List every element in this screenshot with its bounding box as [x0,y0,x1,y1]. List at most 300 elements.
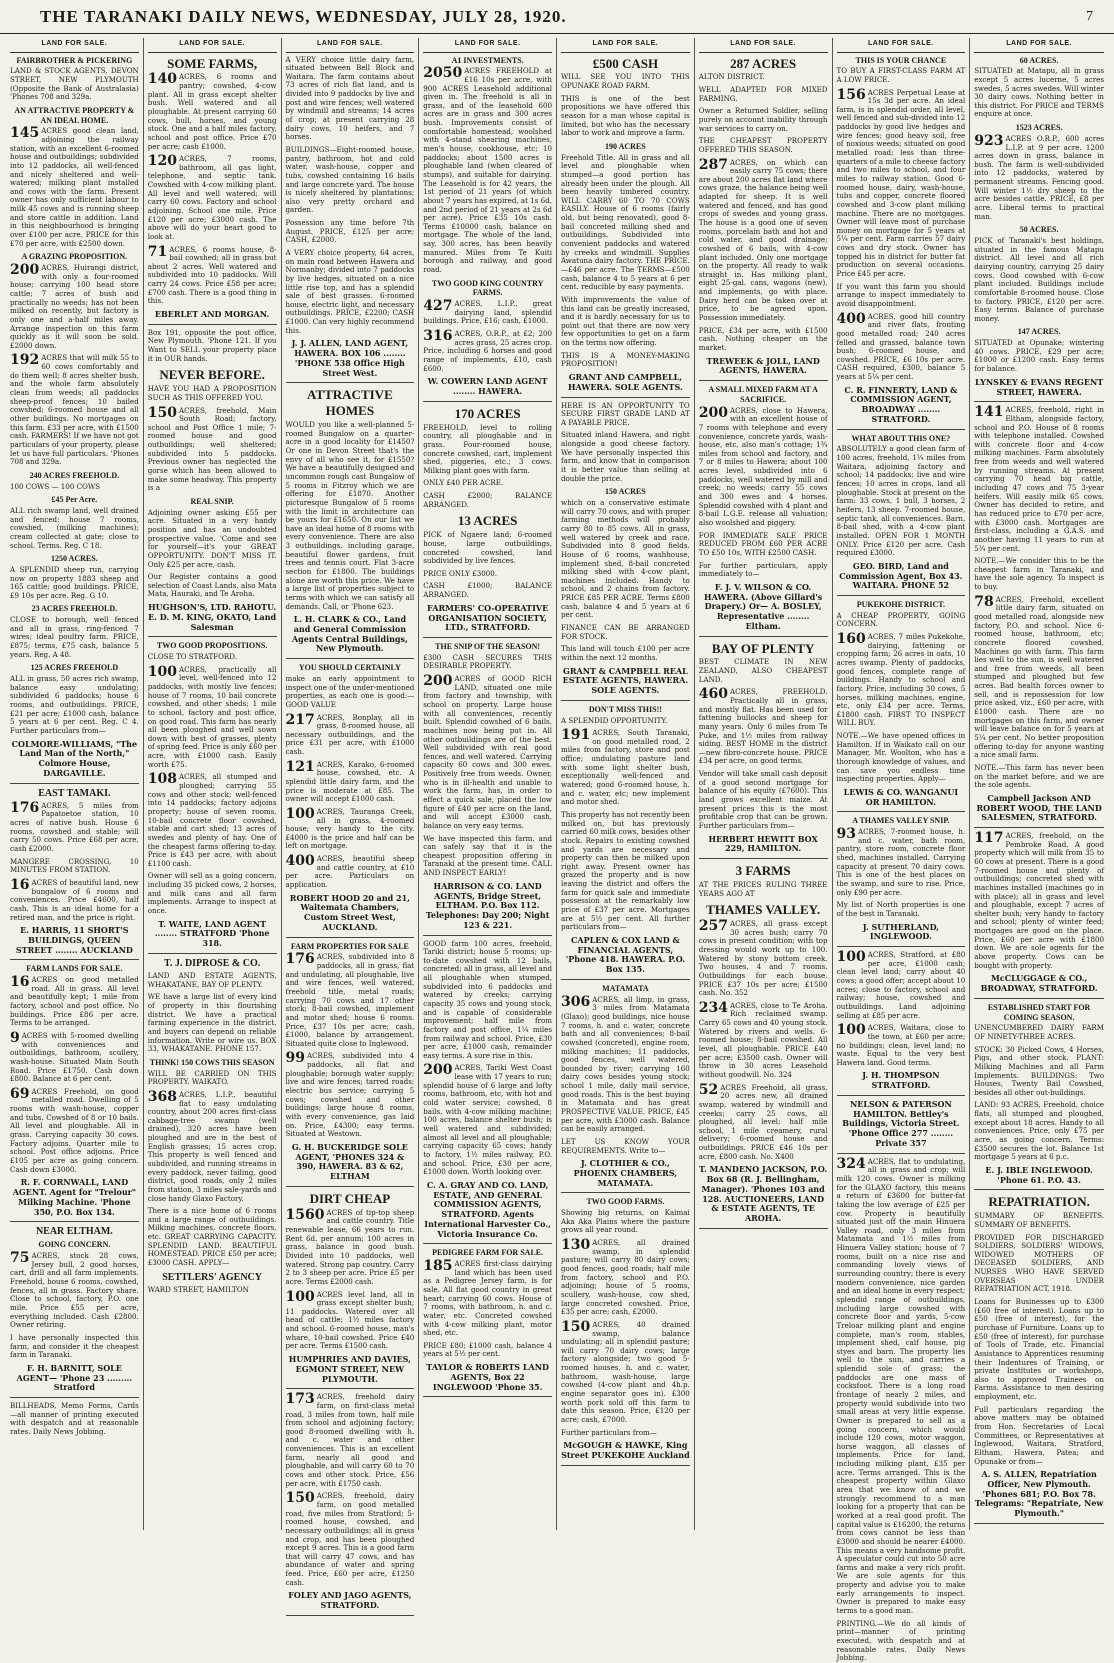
agent-signature: COLMORE-WILLIAMS, "The Land Man of the North," Colmore House, DARGAVILLE. [11,738,138,778]
acreage-number: 191 [561,727,591,744]
ad-body: ACRES, O.R.P., at £2; 200 acres grass, 25 acres crop. Price, including 6 horses and good range of implements, £10, cash £600. [423,329,552,373]
divider [286,1388,415,1389]
column-6 [695,38,833,1530]
ad-text [148,993,277,1053]
acreage-number: 156 [836,86,866,103]
ad-body: WELL ADAPTED FOR MIXED FARMING. [698,85,828,103]
divider [699,380,828,381]
ad-heading: A GRAZING PROPOSITION. [21,252,128,262]
section-label: LAND FOR SALE. [974,38,1104,53]
ad-heading: THINK! 150 COWS THIS SEASON [149,1057,275,1067]
agent-signature: LYNSKEY & EVANS REGENT STREET, HAWERA. [975,376,1104,397]
ad-text [423,531,552,566]
ad-text [286,1393,415,1488]
ad-heading: £500 CASH [592,55,659,71]
ad-text [10,483,139,492]
ad-body: AT THE PRICES RULING THREE YEARS AGO AT [698,879,828,898]
ad-heading: 1523 ACRES. [1015,123,1063,133]
agent-signature: FOLEY AND JAGO AGENTS, STRATFORD. [288,1590,412,1611]
ad-body: CASH £2000; BALANCE ARRANGED. [423,491,552,509]
ad-body: This land will touch £100 per acre within the next 12 months. [561,644,690,662]
ad-body: ALL rich swamp land, well drained and fenced; house 7 rooms, cowshed, (milking machines); cream collected at gate; close to school. Terms. Reg. C 18. [10,505,139,550]
ad-text [561,717,690,726]
ad-heading: 240 ACRES FREEHOLD. [29,470,120,480]
ad-text [561,1318,690,1425]
ad-text [561,296,690,348]
ad-body: ACRES O.R.P., 600 acres L.I.P. at 9 per acre. 1200 acres down in grass, balance in bush. The farm is well-subdivided into 12 paddocks, watered by permanent streams. Fencing good. Will winter 1½ dry sheep to the acre besides cattle. PRICE, £8 per acre. Liberal terms to practical man. [974,133,1104,221]
acreage-number: 324 [836,1155,866,1172]
ad-text [148,329,277,364]
divider [837,429,966,430]
ad-body: ACRES, all limp, in grass, 3 miles from Matamata (Glaxo); good buildings, nice house 7 rooms, h. and c. water, concrete bath and all conveniences; 8-bail cowshed (concreted), engine room, milking machines; 11 paddocks, good fences, well watered, bounded by river; carrying 160 dairy cows besides young stock; school 1 mile, daily mail service, good roads. This is the best buying in Matamata and has great PROSPECTIVE VALUE. PRICE, £45 per acre, with £3000 cash. Balance can be easily arranged. [561,994,690,1134]
ad-body: ACRES, Waitara, close to the town, at £60 per acre; no buildings; clean, level land; no waste. Equal to the very best Hawera land. Good terms. [836,1023,966,1067]
ad-text [148,653,277,662]
ad-text [148,1070,277,1087]
ad-heading: SETTLERS' AGENCY [162,1271,262,1283]
agent-signature: LEWIS & CO. WANGANUI OR HAMILTON. [843,786,959,807]
ad-text [699,327,828,353]
ad-text [148,385,277,402]
ad-heading: GOING CONCERN. [38,1240,111,1250]
agent-signature: FARMERS' CO-OPERATIVE ORGANISATION SOCIETY, LTD., STRATFORD. [427,602,549,633]
agent-signature: HUGHSON'S, LTD. RAHOTU. E. D. M. KING, OKATO, Land Salesman [148,602,277,632]
column-1 [6,38,144,1530]
ad-text [423,1260,552,1338]
ad-text [423,570,552,579]
section-label: LAND FOR SALE. [561,38,690,53]
ad-text [836,1155,966,1616]
acreage-number: 140 [147,71,177,88]
column-4 [419,38,557,1530]
ad-heading: 125 ACRES FREEHOLD [30,663,119,673]
ad-text [10,67,139,102]
divider [10,1397,139,1398]
acreage-number: 93 [836,826,856,843]
ad-text [974,557,1104,592]
ad-text [974,67,1104,119]
divider [423,1243,552,1244]
acreage-number: 460 [698,686,728,703]
ad-text [561,645,690,662]
divider [286,937,415,938]
acreage-number: 1560 [285,1206,325,1223]
ad-body: ACRES, all grass except 30 acres bush; carry 70 cows in present condition; with top dressing would work up to 100. Watered by stony bottom creek. Two houses, 4 and 7 rooms. Outbuildings for each house. PRICE £37 10s per acre; £1500 cash. No. 352 [698,919,828,998]
ad-body: ABSOLUTELY a good clean farm of 100 acres, freehold, 1¼ miles from Waitara, adjoining factory and school; 14 paddocks; live and wire fences; 10 acres in crops, land all ploughable. Stock at present on the farm: 33 cows, 1 bull, 3 horses, 2 heifers, 13 sheep. 7-roomed house, septic tank, all conveniences. Barn, 8-bail shed, with a 4-cow plant installed. OPEN FOR 1 MONTH ONLY. Price £120 per acre. Cash required £3000. [836,444,966,558]
divider [423,935,552,936]
acreage-number: 100 [147,663,177,680]
ad-heading: 150 ACRES [605,487,646,497]
ad-text [837,633,966,728]
ad-body: ACRES that will milk 55 to 60 cows comfortably and do them well; 8 acres shelter bush, and the whole farm absolutely clean from weeds; all paddocks sheep-proof fences; 10 bailed cowshed; 6-roomed house and all other buildings. No mortgages on this farm. £33 per acre, with £1500 cash. FARMERS! If we have not got particulars of your property, please let us have full particulars. 'Phones 708 and 329a. [10,353,139,467]
ad-heading: NEVER BEFORE. [159,367,265,383]
ad-body: ACRES Freehold, on good metalled road. Dwelling of 5 rooms with wash-house, copper and tubs. Cowshed of 8 or 10 bails. All level and ploughable. All in grass. Carrying capacity 30 cows. Factory adjoins. Quarter mile to school. Post office adjoins. Price £105 per acre as going concern. Cash down £3000. [10,1086,139,1174]
ad-text [699,532,828,558]
agent-signature: GRANT & CAMPBELL REAL ESTATE AGENTS, HAWERA. SOLE AGENTS. [562,665,689,696]
ad-body: ACRES, subdivided into 8 paddocks, all in grass, flat and undulating, all ploughable, live and wire fences, well watered, freehold title, metal roads; carrying 70 cows and 17 other stock; 8-bail cowshed, implement and motor shed; house 6 rooms. Price, £37 10s per acre; cash, £1000, balance by arrangement. Situated quite close to Inglewood. [285,952,415,1048]
ad-body: Freehold Title. All in grass and all level and ploughable when stumped—a good portion has already been under the plough. All been heavily timbered country. WILL CARRY 60 TO 70 COWS EASILY. House of 6 rooms (fairly old, but being renovated), good 8-bail concreted milking shed and outbuildings. Subdivided into convenient paddocks and watered by creeks and windmill. Supplies Awatuna dairy factory. THE PRICE.—£46 per acre. The TERMS—£500 cash, balance 4 to 5 years at 6 per cent. reducible by easy payments. [561,152,690,292]
column-2 [144,38,282,1530]
ad-heading: 287 ACRES [730,55,797,71]
acreage-number: 69 [10,1085,30,1102]
ad-text [423,492,552,509]
agent-signature: F. J. V. WILSON & CO. HAWERA. (Above Gillard's Drapery.) Or— A. BOSLEY, Representative ........ Eltham. [704,581,823,631]
ad-body: ACRES, 6 rooms house, 8-bail cowshed; all in grass but about 2 acres. Well watered and subdivided into 10 paddocks. Will carry 24 cows. Price £58 per acre; £700 cash. There is a good thing in this. [147,244,277,306]
ad-body: ACRES, L.I.P., beautiful flat to easy undulating country, about 200 acres first-class cabbage-tree swamp (well drained), 320 acres have been ploughed and are in the best of English grasses; 15 acres crop. This property is well fenced and subdivided, and running streams in every paddock, never failing, good district, good roads, only 2 miles from station, 3 miles sale-yards and close handy Glaxo Factory. [147,1089,277,1203]
ad-body: ACRES, Bonplay, all in grass, 8-roomed house, all necessary outbuildings, and the price £31 per acre, with £1000 cash. [285,712,415,757]
ad-heading: 60 ACRES. [1019,55,1059,65]
ad-body: ACRES, practically all level, well-fenced into 12 paddocks, with mostly live fences; house of 7 rooms, 10 bail concrete cowshed, and other sheds; 1 mile to school, factory and post office, on good road. This farm has nearly all been ploughed and well sown down with best of grasses, plenty of spring feed. Price is only £60 per acre, with £1000 cash. Easily worth £75. [147,664,277,769]
ad-text [286,675,415,710]
ad-body: ACRES with 5-roomed dwelling with conveniences and outbuildings, bathroom, scullery, wash-house. Situated Main South Road. Price £1750. Cash down £800. Balance at 6 per cent. [10,1031,139,1084]
ad-body: LET US KNOW YOUR REQUIREMENTS. Write to— [561,1136,690,1155]
acreage-number: 108 [147,771,177,788]
ad-text [10,976,139,1028]
ad-text [423,675,552,831]
acreage-number: 2050 [423,65,463,82]
ad-text [423,654,552,671]
ad-body: ACRES, L.I.P., great dairying land, splendid buildings. Price, £16; cash, £1000. [423,299,552,326]
acreage-number: 200 [423,1062,453,1079]
ad-body: ACRES, beautiful sheep and cattle country, at £10 per acre. Particulars on application. [285,854,415,890]
agent-signature: ROBERT HOOD 20 and 21, Waitemata Chambers, Custom Street West, AUCKLAND. [289,892,410,932]
ad-body: THE CHEAPEST PROPERTY OFFERED THIS SEASON. [698,136,828,154]
ad-body: ACRES, stock 28 cows, Jersey bull, 2 good horses, cart, drill and all farm implements. Freehold, house 6 rooms, cowshed, fences, all in grass. Factory share. Close to school, factory, P.O. one mile. Price £55 per acre, everything included. Cash £2800. Owner retiring. [10,1251,139,1330]
ad-text [699,770,828,830]
ad-text [837,732,966,784]
ad-text [286,855,415,890]
ad-text [561,811,690,932]
acreage-number: 16 [10,974,30,991]
acreage-number: 100 [285,805,315,822]
ad-body: My list of North properties is one of the best in Taranaki. [836,900,966,918]
ad-body: ACRES, Huirangi district, with only a four-roomed house; carrying 100 head store cattle; 7 acres of bush and practically no weeds; has not been milked on recently, but factory is only one and a-half miles away. Arrange inspection on this farm quickly as it will soon be sold. £2000 down. [10,263,139,350]
ad-body: NOTE.—We consider this to be the cheapest farm in Taranaki, and have the sole agency. To inspect is to buy. [974,556,1104,592]
ad-body: PRICE, £34 per acre, with £1500 cash. Nothing cheaper on the market. [698,325,828,352]
acreage-number: 120 [147,153,177,170]
agent-signature: T. MANDENO JACKSON, P.O. Box 68 (R. J. Bellingham, Manager). 'Phones 103 and 128. AUCTIONEERS, LAND & ESTATE AGENTS, TE AROHA. [699,1164,828,1224]
divider [561,1192,690,1193]
agent-signature: G. H. BUCKERIDGE SOLE AGENT, 'PHONES 324 & 390, HAWERA. 83 & 62, ELTHAM [291,1141,408,1182]
ad-text [837,901,966,918]
acreage-number: 234 [698,999,728,1016]
ad-body: I have personally inspected this farm, and consider it the cheapest farm in Taranaki. [10,1332,139,1360]
ad-body: Our Register contains a good selection of Coast Lands, also Mata Mata, Hauraki, and Te Aroha. [147,572,277,599]
ad-body: NOTE.—We have opened offices in Hamilton. If in Waikato call on our Manager, Mr. Woolton, who has a thorough knowledge of values, and can save you endless time inspecting properties. Apply— [836,731,966,784]
ad-text [423,330,552,373]
agent-signature: HARRISON & CO. LAND AGENTS, Bridge Street, ELTHAM. P.O. Box 112. Telephones: Day 200; Night 123 & 221. [425,880,550,930]
acreage-number: 217 [285,711,315,728]
ad-body: WOULD you like a well-planned 5-roomed Bungalow on a quarter-acre in a good locality for £1450? Or one in Devon Street that's the envy of all who see it, for £1550? We have a beautifully designed and uncommon rough cast Bungalow of 5 rooms in Fitzroy which we are offering for £1870. Another picturesque Bungalow of 5 rooms with the limit in architecture can be yours for £1650. On our list we have an ideal home of 8 rooms with every convenience. There are also 3 outbuildings, including garage, beautiful flower gardens, fruit trees and tennis court. Flat 3-acre section for £1800. The buildings alone are worth this price. We have a large list of properties subject to terms with which we can satisfy all demands. Call, or 'Phone 623. [285,420,415,611]
ad-text [285,758,415,804]
column-7 [833,38,971,1663]
section-label: LAND FOR SALE. [699,38,828,53]
ad-body: NOTE.—This farm has never been on the market before, and we are the sole agents. [974,762,1104,790]
ad-text [423,67,552,274]
ad-text [10,354,139,466]
agent-signature: CAPLEN & COX LAND & FINANCIAL AGENTS, 'Phone 418. HAWERA. P.O. Box 135. [565,934,685,975]
agent-signature: EBERLET AND MORGAN. [154,309,270,320]
agent-signature: HERBERT HEWITT BOX 229, HAMILTON. [708,833,818,854]
ad-text [148,155,277,241]
ad-body: ACRES, good hill country and river flats, fronting good metalled road; 240 acres felled and grassed, balance town bush; 6-roomed house, and cowshed. PRICE, £6 10s per acre. CASH required, £300, balance 5 years at 5¼ per cent. [836,311,966,382]
ad-text [147,404,277,493]
column-3 [282,38,420,1611]
divider [423,637,552,638]
divider [837,946,966,947]
column-5 [557,38,695,1530]
agent-signature: E. J. IBLE INGLEWOOD. 'Phone 61. P.O. 43. [985,1164,1093,1185]
ad-heading: FARM LANDS FOR SALE. [26,964,123,974]
ad-text [423,835,552,878]
section-label: LAND FOR SALE. [423,38,552,53]
ad-body: ACRES, Karako, 6-roomed house, cowshed, etc. A splendid little dairy farm, and the price is moderate at £85. The owner will accept £1000 cash. [285,759,415,804]
acreage-number: 100 [285,1288,315,1305]
ad-body: which on a conservative estimate will carry 70 cows, and with proper farming methods will probably carry 80 to 85 cows. All in grass, well watered by creek and race. Subdivided into 8 good fields. House of 6 rooms, washhouse, implement shed, 8-bail concreted milking shed with 4-cow plant, machines included. Handy to school, and 2 chains from factory. PRICE £85 PER ACRE. Terms £800 cash, balance 4 and 5 years at 6 per cent. [561,498,690,620]
divider [561,700,690,701]
agent-signature: F. H. BARNITT, SOLE AGENT— 'Phone 23 ......... Stratford [16,1362,133,1393]
divider [974,827,1104,828]
acreage-number: 16 [10,876,30,893]
ad-text [699,562,828,579]
ad-text [285,805,415,851]
ad-body: SITUATED at Opunake; wintering 40 cows. PRICE, £29 per acre; £1000 or £1200 cash. Easy terms for balance. [974,338,1104,374]
ad-body: 100 COWS — 100 COWS [10,481,100,491]
ad-body: FINANCE CAN BE ARRANGED FOR STOCK. [561,622,690,641]
ad-text [974,1234,1104,1294]
ad-text [423,940,552,1061]
ad-body: We have inspected this farm, and can safely say that it is the cheapest proposition offering in Taranaki at the present time. CALL AND INSPECT EARLY! [423,833,552,878]
section-label: LAND FOR SALE. [837,38,966,53]
ad-text [561,1138,690,1155]
ad-body: ACRES, on which can easily carry 75 cows; there are about 200 acres flat land where cows graze, the balance being well adapted for sheep. It is well watered and fenced, and has good crops of swedes and young grass. The house is a good one of seven rooms, porcelain bath and hot and cold water, and good drainage; cowshed of 6 bails, with 4-cow plant included. Only one mortgage on the property. All ready to walk straight in. Has milking plant, eight 25-gal. cans, wagons (new), and implements, go with place. Dairy herd can be taken over at price, to be agreed upon. Possession immediately. [698,157,828,323]
ad-body: Vendor will take small cash deposit of a good second mortgage for balance of his equity (£7600). This land grows excellent maize. At present prices this is the most profitable crop that can be grown. Further particulars from— [698,769,828,830]
agent-signature: TAYLOR & ROBERTS LAND AGENTS, Box 22 INGLEWOOD 'Phone 35. [426,1362,549,1392]
ad-text [974,1298,1104,1402]
ad-text [286,219,415,245]
ad-text [974,1024,1104,1041]
ad-body: ACRES, South Taranaki, on good metalled road, 2 miles from factory, store and post office; undulating pasture land with some light shelter bush, exceptionally well-fenced and watered; good 6-roomed house, h. and c. water, etc; new implement and motor shed. [561,728,690,807]
ad-text [699,658,828,684]
ad-text [837,951,966,1020]
agent-signature: J. H. THOMPSON STRATFORD. [862,1070,940,1091]
ad-body: SUMMARY OF BENEFITS. SUMMARY OF BENEFITS. [974,1211,1104,1229]
ad-text [423,1064,552,1176]
ad-body: WILL SEE YOU INTO THIS OPUNAKE ROAD FARM. [561,72,690,91]
ad-body: ACRES, 7-roomed house, h. and c. water, bath room, pantry, store room, concrete floor shed, machines installed. Carrying capacity at present 70 dairy cows. This is one of the best places on the swamp, and sure to rise. Price, only £90 per acre. [836,827,966,897]
ad-body: There is a nice home of 6 rooms and a large range of outbuildings. Milking machines, concrete floors, etc. GREAT CARRYING CAPACITY. SPLENDID LAND. BEAUTIFUL HOMESTEAD. PRICE £50 per acre; £3000 CASH. APPLY— [147,1206,277,1268]
ad-body: Situated inland Hawera, and right alongside a good cheese factory. We have personally inspected this farm, and know that in comparison it is better value than selling at double the price. [561,430,690,483]
ad-heading: NEAR ELTHAM. [35,1226,113,1238]
acreage-number: 287 [698,156,728,173]
ad-text [974,1046,1104,1098]
column-8 [970,38,1108,1530]
ad-text [10,1032,139,1084]
ad-body: PROVIDED FOR DISCHARGED SOLDIERS, SOLDIERS' WIDOWS, WIDOWED MOTHERS OF DECEASED SOLDIERS, AND NURSES WHO HAVE SERVED OVERSEAS UNDER REPATRIATION ACT, 1918. [974,1232,1104,1294]
ad-body: PRICE £80; £1000 cash, balance 4 years at 5½ per cent. [423,1340,552,1359]
ad-heading: THIS IS YOUR CHANCE [855,55,947,65]
ad-text [698,999,828,1080]
ad-body: LAND & STOCK AGENTS, DEVON STREET, NEW PLYMOUTH (Opposite the Bank of Australasia) 'Phones 708 and 329a. [10,66,139,102]
divider [974,998,1104,999]
ad-body: BUILDINGS—Eight-roomed house, pantry, bathroom, hot and cold water, wash-house, copper and tubs, cowshed containing 16 bails and large concrete yard. The house is nicely sheltered by plantations; also very pretty orchard and garden. [285,144,415,215]
agent-signature: J. CLOTHIER & CO., PHOENIX CHAMBERS, MATAMATA. [573,1158,678,1188]
ad-text [147,663,277,770]
ad-heading: DIRT CHEAP [309,1190,391,1206]
ad-body: CLOSE TO STRATFORD. [147,652,237,662]
ad-body: ACRES Perpetual Lease at 15s 3d per acre. An ideal farm, is in splendid order, all level, well fenced and sub-divided into 12 paddocks by good live hedges and wire fences; good heavy soil, free of noxious weeds; situated on good metalled road; less than three-quarters of a mile to cheese factory and two miles to school, and four miles to railway station. Good 6-roomed house, dairy, wash-house, tubs and copper, concrete floored cowshed and 3-cow plant milking machine. There are no mortgages. Owner will leave most of purchase money on mortgage for 5 years at 5¼ per cent. Farm carries 57 dairy cows and dry stock. Owner has topped his in district for butter fat production on several occasions. Price £45 per acre. [836,87,966,279]
ad-body: ACRES, Tariki West Coast lease with 17 years to run; splendid house of 6 large and lofty rooms, bathroom, etc, with hot and cold water service; cowshed, 8 bails, with 4-cow milking machine; 100 acres, balance shelter bush; is well watered and subdivided; almost all level and all ploughable; carrying capacity 65 cows; handy to factory, 1½ miles railway, P.O. and school. Price, £30 per acre, £1000 down. Worth looking over. [423,1063,552,1177]
ad-text [699,688,828,766]
ad-text [561,402,690,428]
ad-text [837,1024,966,1067]
ad-text [699,881,828,898]
ad-text [974,832,1104,970]
acreage-number: 150 [561,1318,591,1335]
acreage-number: 368 [147,1088,177,1105]
ad-text [698,1081,828,1162]
ad-text [10,127,139,248]
divider [286,1186,415,1187]
ad-body: ACRES, 7 miles Pukekohe, dairying, fattening or cropping farm; 26 acres in oats, 10 acres swamp. Plenty of paddocks, good fences, complete range of buildings. Handy to school and factory. Price, including 30 cows, 5 horses, milking machines, engine, etc, only £34 per acre. Terms, £1800 cash. FIRST TO INSPECT WILL BUY. [836,632,966,728]
acreage-number: 173 [285,1391,315,1408]
acreage-number: 130 [561,1237,591,1254]
masthead-title: THE TARANAKI DAILY NEWS, WEDNESDAY, JULY 28, 1920. [40,6,567,26]
ad-text [561,729,690,807]
section-label: LAND FOR SALE. [10,38,139,53]
ad-heading: 147 ACRES. [1017,327,1061,337]
divider [837,811,966,812]
ad-heading: 3 FARMS [735,863,791,879]
acreage-number: 99 [285,1050,305,1067]
ad-heading: A SMALL MIXED FARM AT A SACRIFICE. [708,385,818,404]
ad-heading: THE SNIP OF THE SEASON! [435,642,541,651]
ad-body: HERE IS AN OPPORTUNITY TO SECURE FIRST GRADE LAND AT A PAYABLE PRICE. [561,400,690,427]
acreage-number: 185 [423,1258,453,1275]
ad-text [423,1342,552,1359]
ad-text [10,858,139,875]
ad-text [974,132,1104,221]
ad-text [10,1252,139,1330]
ad-text [561,499,690,620]
ad-body: This property has not recently been milked on, but has previously carried 60 milk cows, besides other stock. Repairs to existing cowshed and yards are necessary and property can then be milked upon right away. Present owner has grazed the property and is now leaving the district and offers the farm for quick sale and immediate possession at the remarkably low price of £37 per acre. Mortgages are at 5½ per cent. All further particulars from— [561,809,690,932]
ad-body: ACRES, 7 rooms, bathroom, all gas light, telephone, and septic tank. Cowshed with 4-cow milking plant. All level and well watered; will carry 60 cows. Factory and school adjoining. School one mile. Price £120 per acre; £3000 cash. The above will do your heart good to look at. [147,154,277,241]
ad-text [10,616,139,659]
ad-heading: THAMES VALLEY. [706,902,821,918]
ad-body: Showing big returns, on Kaimai Aka Aka Plains where the pasture grows all year round. [561,1208,690,1235]
acreage-number: 400 [836,310,866,327]
ad-body: ACRES FREEHOLD at £16 10s per acre, with 900 ACRES Leasehold additional given in. The freehold is all in grass, and of the leasehold 600 acres are in grass and 300 acres bush. Improvements consist of comfortable homestead, woolshed with 4-stand shearing machines, men's house, cookhouse, etc; 10 paddocks; about 1500 acres is ploughable land (when cleared of stumps), and suitable for dairying. The Leasehold is for 42 years, the 1st period of 21 years (of which about 7 years has expired, at 1s 6d, and 2nd period of 21 years at 2s 6d per acre). Price £35 10s cash. Terms £10000 cash, balance on mortgage. The whole of the land, say, 300 acres, has been heavily manured. Miles from Te Kuiti borough and railway, and good road. [423,66,552,275]
ad-body: ACRES, Freehold, excellent little dairy farm, situated on good metalled road, alongside new factory, P.O. and school. Nice 6-roomed house, bathroom, etc; concrete floored cowshed, Machines go with farm. This farm lies well to the sun, is well watered and free from weeds, all been stumped and ploughed but few acres. Bad health forces owner to sell, and is repossession for low price asked, viz., £60 per acre, with £1000 cash. There are no mortgages on this farm, and owner will leave balance on for 5 years at 5¼ per cent. No better proposition offering to-day for anyone wanting a nice small farm. [974,594,1104,760]
ad-text [561,154,690,292]
ad-body: ONLY £40 PER ACRE. [423,478,504,488]
ad-heading: DON'T MISS THIS!! [588,704,662,714]
ad-body: ACRES good clean land, adjoining the railway station, with an excellent 6-roomed house and outbuildings; subdivided into 12 paddocks, all well-fenced and nicely sheltered and well-watered; milking plant installed and cows with the farm. Present owner has only sufficient labour to milk 45 cows and is running sheep and store cattle in addition. Land in this neighbourhood is bringing over £100 per acre. PRICE for this £70 per acre, with £2500 down. [10,126,139,248]
ad-heading: T. J. DIPROSE & CO. [164,957,261,969]
acreage-number: 200 [423,673,453,690]
acreage-number: 78 [974,593,994,610]
agent-signature: GEO. BIRD, Land and Commission Agent, Box 43. WAITARA. PHONE 52 [839,560,963,591]
ad-text [148,509,277,569]
ad-body: ALTON DISTRICT. [698,72,765,82]
ad-body: ACRES, 40 drained swamp, balance undulating; all in splendid pasture; will carry 70 dairy cows; large factory alongside; two good 5-roomed houses, h. and c. water, bathroom, wash-house, large cowshed (4-cow plant and 4h.p. engine separator goes in). £300 worth pork sold off this farm to date this season. Price, £120 per acre; cash, £7000. [561,1319,690,1424]
acreage-number: 427 [423,298,453,315]
ad-body: STOCK: 30 Picked Cows, 4 Horses, Pigs, and other stock. PLANT: Milking Machines and all Farm Implements. BUILDINGS: Two Houses, Twenty Bail Cowshed, besides all other out-buildings. [974,1044,1104,1097]
ad-text [837,283,966,309]
divider [974,401,1104,402]
ad-body: WE have a large list of every kind of property in this flourishing district. We have a practical farming experience in the district, and buyers can depend on reliable information. Write or wire us. BOX 33, WHAKATANE. PHONE 157. [147,992,277,1054]
ad-body: ACRES of GOOD RICH LAND, situated one mile from factory and township, with school on property. Large house with all conveniences, recently built. Splendid cowshed of 6 bails, machines now being put in. All other outbuildings are of the best. Well subdivided with real good fences, and well watered. Carrying capacity 60 cows and 300 ewes. Positively free from weeds. Owner, who is in ill-health and unable to work the farm, has, in order to effect a quick sale, placed the low figure of £40 per acre on the land, and will accept £3000 cash, balance on very easy terms. [423,674,552,830]
ad-body: ACRES, all stumped and ploughed; carrying 55 cows and other stock; well-fenced into 14 paddocks; factory adjoins property; house of seven rooms, 10-bail concrete floor cowshed, stable and cart shed; 13 acres of swedes and plenty of hay. One of the cheapest farms offering to-day. Price is £43 per acre, with about £1100 cash. [147,772,277,868]
ad-body: PRICE ONLY £3000. [423,568,498,578]
ad-text [286,953,415,1048]
ad-heading: ESTABLISHED START FOR COMING SEASON. [987,1002,1091,1022]
ad-text [837,1620,966,1663]
ad-body: THIS is one of the best propositions we have offered this season for a man whose capital is limited, but who has the necessary labor to work and improve a farm. [561,93,690,138]
divider [423,401,552,402]
agent-signature: C. A. GRAY AND CO. LAND, ESTATE, AND GENERAL COMMISSION AGENTS, STRATFORD. Agents International Harvester Co., Victoria Insurance Co. [424,1179,551,1239]
ad-heading: A THAMES VALLEY SNIP. [852,816,950,826]
agent-signature: L. H. CLARK & CO., Land and General Commission Agents Central Buildings, New Plymouth. [291,614,408,654]
divider [699,636,828,637]
ad-body: LAND AND ESTATE AGENTS, WHAKATANE, BAY OF PLENTY. [147,971,277,989]
ad-heading: REAL SNIP. [190,496,234,506]
ad-body: ACRES, 6 rooms and pantry; cowshed, 4-cow plant. All in grass except shelter bush. Well watered and all ploughable. At present carrying 60 cows, bull, horses, and young stock. One and a half miles factory, school and post office. Price £70 per acre; cash £1000. [147,72,277,151]
ad-body: ACRES, Stratford, at £80 per acre, £1000 cash; clean level land; carry about 40 cows; a good offer; accept about 10 acres; close to factory, school and railway; house, cowshed and outbuildings. Land adjoining selling at £85 per acre. [836,950,966,1020]
ad-text [148,1207,277,1267]
ad-text [10,264,139,350]
agent-signature: C. R. FINNERTY, LAND & COMMISSION AGENT, BROADWAY ........ STRATFORD. [844,384,958,424]
ad-body: A VERY choice property, 64 acres, on main road between Hawera and Normanby; divided into 7 paddocks by live hedges, situated on a nice little rise top, and has a splendid sale of best grasses. 6-roomed house, electric light, and necessary outbuildings. PRICE, £2200; CASH £1000. Can very highly recommend this. [285,247,415,335]
divider [974,1523,1104,1524]
ad-text [10,507,139,550]
acreage-number: 71 [147,243,168,260]
ad-body: ACRES, close to Hawera, with an excellent house of 7 rooms with telephone and every convenience, concrete yards, wash-house, etc, also man's cottage; 1¾ miles from school and factory, and 7 or 8 miles to Hawera; about 100 acres level, subdivided into 6 paddocks, well watered by mill and creek; no weeds; carry 55 cows and 300 ewes and 4 horses. Splendid cowshed with 4 plant and 8-bail L.G.E. release all valuation; also woolshed and piggery. [698,405,828,527]
ad-text [148,73,277,151]
acreage-number: 150 [147,404,177,421]
ad-heading: 50 ACRES. [1019,225,1059,235]
ad-heading: TWO GOOD KING COUNTRY FARMS. [431,278,544,298]
divider [699,858,828,859]
ad-body: With improvements the value of this land can be greatly increased, and it is hardly necessary for us to point out that there are now very few opportunities to get on a farm on the terms now offering. [561,294,690,348]
acreage-number: 306 [561,993,591,1010]
ad-heading: 170 ACRES [454,405,521,421]
divider [286,658,415,659]
ad-heading: SOME FARMS, [167,55,258,71]
divider [423,1396,552,1397]
ad-heading: ATTRACTIVE HOMES [307,387,393,419]
ad-body: ACRES level land, all in grass except shelter bush; 11 paddocks. Watered over all head of cattle; 1½ miles factory and school. 6-roomed house, man's whare, 10-bail cowshed. Price £40 per acre. Terms £1500 cash. [285,1289,415,1351]
divider [286,382,415,383]
agent-signature: McGOUGH & HAWKE, King Street PUKEKOHE Auckland [561,1440,690,1460]
ad-body: PICK of Taranaki's best holdings, situated in the famous Matapu district. All level and all rich dairying country, carrying 25 dairy cows. Good cowshed with 6-cow plant included. Buildings include comfortable 8-roomed house. Close to factory. PRICE, £120 per acre. Easy terms. Balance of purchase money. [974,236,1104,323]
ad-body: Full particulars regarding the above matters may be obtained from Hon. Secretaries of Local Committees, or Representatives at Inglewood, Waitara, Stratford, Eltham, Hawera, Patea; and Opunake or from— [974,1404,1104,1466]
ad-heading: 23 ACRES FREEHOLD. [31,604,118,614]
ad-body: BILLHEADS, Memo Forms, Cards—all manner of printing executed with despatch and at reasonable rates. Daily News Jobbing. [10,1401,139,1437]
acreage-number: 192 [10,352,40,369]
ad-body: Owner will sell as a going concern, including 35 picked cows, 2 horses, and milk cans and all farm implements. Arrange to inspect at once. [147,871,277,915]
acreage-number: 9 [10,1030,20,1046]
ad-heading: WHAT ABOUT THIS ONE? [851,433,951,443]
ad-body: FREEHOLD, level to rolling country, all ploughable and in grass. Four-roomed house, concrete cowshed, cart, implement shed, piggeries, etc.; 3 cows. Milking plant goes with farm. [423,422,552,475]
ad-heading: EAST TAMAKI. [38,787,111,799]
ad-text [286,146,415,215]
ad-text [699,107,828,133]
ad-text [10,1402,139,1437]
ad-body: UNENCUMBERED DAIRY FARM OF NINETY-THREE ACRES. [974,1023,1104,1041]
columns-container [6,38,1108,1663]
acreage-number: 923 [974,132,1004,149]
ad-body: WILL BE CARRIED ON THIS PROPERTY. WAIKATO. [147,1068,277,1087]
